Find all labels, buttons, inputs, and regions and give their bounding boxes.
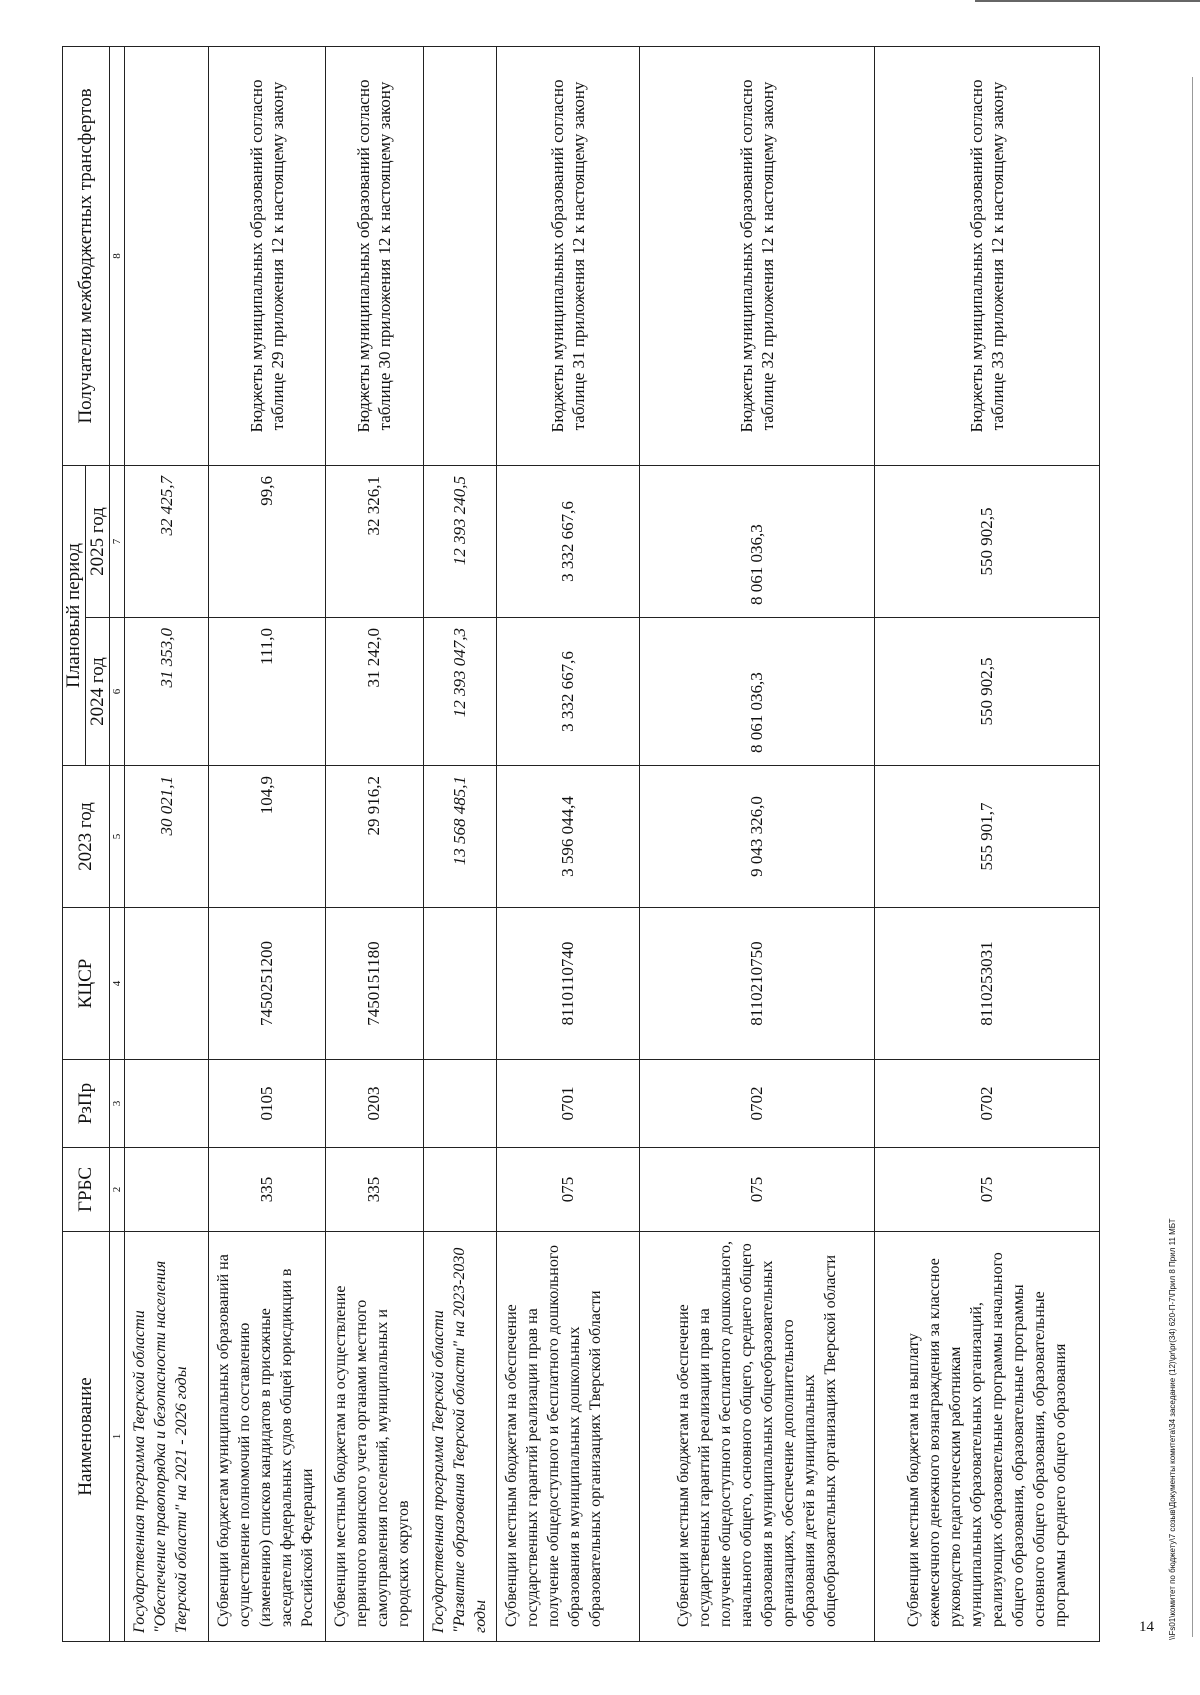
row-2023: 104,9 [209, 766, 325, 908]
row-2025: 32 425,7 [125, 465, 209, 617]
header-recipients: Получатели межбюджетных трансфертов [63, 46, 110, 465]
header-planned-period: Плановый период [63, 465, 86, 765]
col-number: 8 [109, 46, 124, 465]
col-number: 7 [109, 465, 124, 617]
row-rzpr: 0203 [325, 1060, 423, 1148]
row-kcsr: 8110110740 [497, 908, 640, 1060]
page-number: 14 [1139, 1619, 1154, 1635]
bottom-rule [1192, 77, 1193, 1637]
row-kcsr: 7450151180 [325, 908, 423, 1060]
col-number: 6 [109, 618, 124, 766]
row-name: Субвенции местным бюджетам на осуществление первичного воинского учета органами местного самоуправления поселений, муниципальных и городских округов [325, 1232, 423, 1642]
row-2024: 8 061 036,3 [640, 618, 875, 766]
row-rzpr [125, 1060, 209, 1148]
row-2025: 99,6 [209, 465, 325, 617]
row-name: Государственная программа Тверской области "Обеспечение правопорядка и безопасности населения Тверской области" на 2021 - 2026 годы [125, 1232, 209, 1642]
row-2024: 111,0 [209, 618, 325, 766]
column-numbers-row [109, 46, 124, 1641]
header-2024: 2024 год [86, 618, 109, 766]
header-grbs: ГРБС [63, 1148, 110, 1232]
row-grbs [423, 1148, 497, 1232]
row-kcsr [423, 908, 497, 1060]
row-2025: 12 393 240,5 [423, 465, 497, 617]
row-name: Субвенции местным бюджетам на выплату ежемесячного денежного вознаграждения за классное руководство педагогическим работникам муниципальных образовательных организаций, реализующих образовательные программы начального общего образования, образовательные программы основного общего образования, образовательные программы среднего общего образования [875, 1232, 1100, 1642]
table-row [423, 46, 497, 1641]
row-recipient: Бюджеты муниципальных образований согласно таблице 31 приложения 12 к настоящему закону [497, 46, 640, 465]
header-rzpr: РзПр [63, 1060, 110, 1148]
row-2023: 30 021,1 [125, 766, 209, 908]
row-2025: 550 902,5 [875, 465, 1100, 617]
table-row [209, 46, 325, 1641]
row-recipient: Бюджеты муниципальных образований согласно таблице 29 приложения 12 к настоящему закону [209, 46, 325, 465]
row-2023: 13 568 485,1 [423, 766, 497, 908]
header-2023: 2023 год [63, 766, 110, 908]
header-row [63, 46, 86, 1641]
row-grbs: 335 [209, 1148, 325, 1232]
row-rzpr: 0701 [497, 1060, 640, 1148]
row-name: Субвенции бюджетам муниципальных образований на осуществление полномочий по составлению (изменению) списков кандидатов в присяжные заседатели федеральных судов общей юрисдикции в Российской Федерации [209, 1232, 325, 1642]
col-number: 2 [109, 1148, 124, 1232]
row-2023: 555 901,7 [875, 766, 1100, 908]
transfers-table [62, 46, 1100, 1642]
row-recipient: Бюджеты муниципальных образований согласно таблице 32 приложения 12 к настоящему закону [640, 46, 875, 465]
row-2024: 31 353,0 [125, 618, 209, 766]
row-name: Государственная программа Тверской области "Развитие образования Тверской области" на 2023-2030 годы [423, 1232, 497, 1642]
row-2023: 9 043 326,0 [640, 766, 875, 908]
row-2024: 3 332 667,6 [497, 618, 640, 766]
row-rzpr: 0702 [875, 1060, 1100, 1148]
row-kcsr [125, 908, 209, 1060]
header-2025: 2025 год [86, 465, 109, 617]
table-row [125, 46, 209, 1641]
row-2025: 8 061 036,3 [640, 465, 875, 617]
row-recipient [423, 46, 497, 465]
file-path-footer: \\Fs01\комитет по бюджету\7 созыв\Документы комитета\34 заседание (12)\pr\pr(34) 620-П-7\Прил 8 Прил 11 МБТ [1168, 1218, 1177, 1640]
table-row [325, 46, 423, 1641]
row-kcsr: 7450251200 [209, 908, 325, 1060]
header-kcsr: КЦСР [63, 908, 110, 1060]
row-recipient: Бюджеты муниципальных образований согласно таблице 33 приложения 12 к настоящему закону [875, 46, 1100, 465]
row-2025: 32 326,1 [325, 465, 423, 617]
row-2024: 12 393 047,3 [423, 618, 497, 766]
row-name: Субвенции местным бюджетам на обеспечение государственных гарантий реализации прав на получение общедоступного и бесплатного дошкольного, начального общего, основного общего, среднего общего образования в муниципальных общеобразовательных организациях, обеспечение дополнительного образования детей в муниципальных общеобразовательных организациях Тверской области [640, 1232, 875, 1642]
col-number: 1 [109, 1232, 124, 1642]
row-rzpr: 0105 [209, 1060, 325, 1148]
table-row [640, 46, 875, 1641]
row-grbs: 075 [640, 1148, 875, 1232]
col-number: 5 [109, 766, 124, 908]
col-number: 3 [109, 1060, 124, 1148]
row-kcsr: 8110210750 [640, 908, 875, 1060]
row-grbs: 335 [325, 1148, 423, 1232]
table-row [875, 46, 1100, 1641]
row-grbs [125, 1148, 209, 1232]
row-grbs: 075 [497, 1148, 640, 1232]
col-number: 4 [109, 908, 124, 1060]
row-2024: 550 902,5 [875, 618, 1100, 766]
row-2024: 31 242,0 [325, 618, 423, 766]
row-2025: 3 332 667,6 [497, 465, 640, 617]
row-rzpr: 0702 [640, 1060, 875, 1148]
row-rzpr [423, 1060, 497, 1148]
row-2023: 29 916,2 [325, 766, 423, 908]
header-name: Наименование [63, 1232, 110, 1642]
row-grbs: 075 [875, 1148, 1100, 1232]
table-row [497, 46, 640, 1641]
row-kcsr: 8110253031 [875, 908, 1100, 1060]
row-name: Субвенции местным бюджетам на обеспечение государственных гарантий реализации прав на получение общедоступного и бесплатного дошкольного образования в муниципальных дошкольных образовательных организациях Тверской области [497, 1232, 640, 1642]
row-recipient [125, 46, 209, 465]
row-recipient: Бюджеты муниципальных образований согласно таблице 30 приложения 12 к настоящему закону [325, 46, 423, 465]
row-2023: 3 596 044,4 [497, 766, 640, 908]
